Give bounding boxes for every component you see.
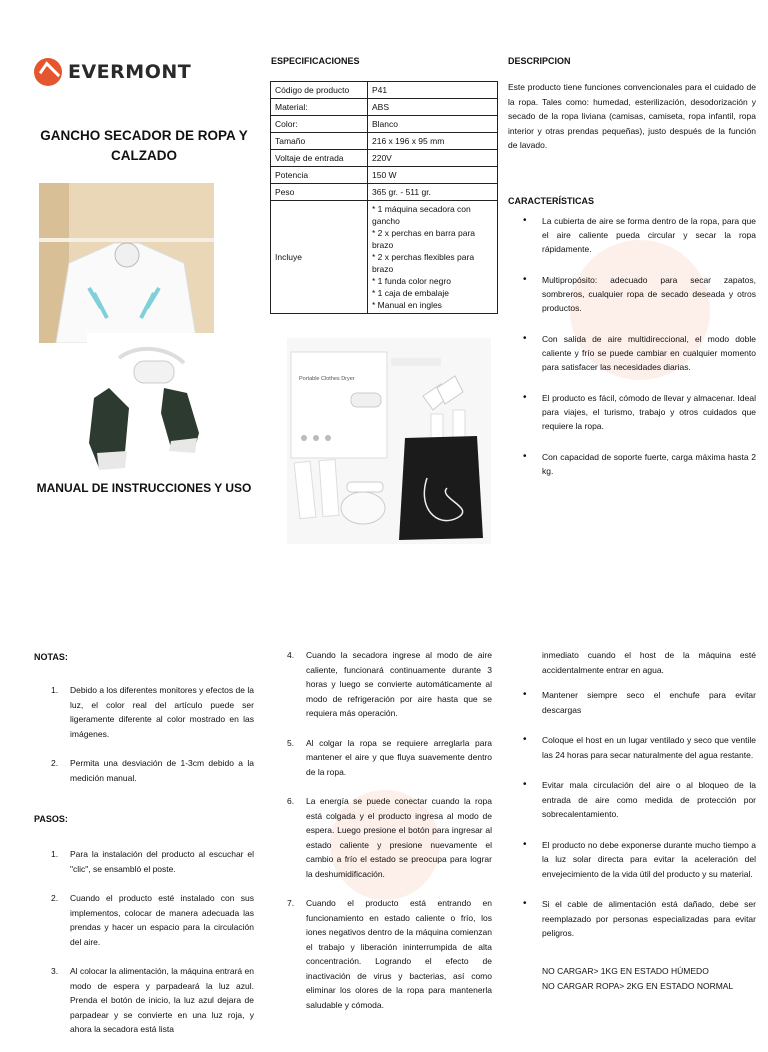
description-text: Este producto tiene funciones convencionales para el cuidado de la ropa. Tales como: humedad, esterilización, desodorización y secado de la ropa liviana (camisas, camiseta, ropa infantil, ropa interior y otras prendas pequeñas), justo después de la función de lavado. <box>508 82 756 150</box>
precautions-list <box>508 688 756 957</box>
list-item: 5. Al colgar la ropa se requiere arreglarla para mantener el aire y que fluya suavemente dentro de la ropa. <box>287 737 492 777</box>
product-photo-package <box>287 338 491 544</box>
table-row: Material: ABS <box>271 99 498 116</box>
product-title: GANCHO SECADOR DE ROPA Y CALZADO <box>40 128 248 163</box>
table-row-includes: Incluye * 1 máquina secadora con gancho * 2 x perchas en barra para brazo * 2 x perchas flexibles para brazo * 1 funda color negro * 1 caja de embalaje * Manual en ingles <box>271 201 498 314</box>
list-item: • Evitar mala circulación del aire o al bloqueo de la entrada de aire como medida de protección por sobrecalentamiento. <box>508 778 756 822</box>
steps-heading: PASOS: <box>34 814 68 824</box>
table-row: Color: Blanco <box>271 116 498 133</box>
list-item: • Mantener siempre seco el enchufe para evitar descargas <box>508 688 756 717</box>
description-heading: DESCRIPCION <box>508 56 571 66</box>
table-row: Voltaje de entrada 220V <box>271 150 498 167</box>
product-photo-shirt-shoes <box>39 183 214 473</box>
precautions-lead: inmediato cuando el host de la máquina esté accidentalmente entrar en agua. <box>542 650 756 675</box>
includes-list: * 1 máquina secadora con gancho * 2 x perchas en barra para brazo * 2 x perchas flexibles para brazo * 1 funda color negro * 1 caja de embalaje * Manual en ingles <box>368 201 498 314</box>
features-heading: CARACTERÍSTICAS <box>508 196 595 206</box>
notes-list <box>34 683 254 800</box>
steps-list-continued <box>270 648 492 1027</box>
list-item: 2. Permita una desviación de 1-3cm debido a la medición manual. <box>51 758 254 783</box>
list-item: 1. Debido a los diferentes monitores y efectos de la luz, el color real del artículo puede ser ligeramente diferente al color mostrado en las imágenes. <box>51 685 254 739</box>
box-label: Portable Clothes Dryer <box>299 376 355 382</box>
list-item: • Con capacidad de soporte fuerte, carga máxima hasta 2 kg. <box>508 450 756 478</box>
list-item: • Con salida de aire multidireccional, el modo doble caliente y frío se puede cambiar en cualquier momento para satisfacer las necesidades diarias. <box>508 332 756 374</box>
spec-heading: ESPECIFICACIONES <box>271 56 360 66</box>
warning-text: NO CARGAR> 1KG EN ESTADO HÚMEDO NO CARGAR ROPA> 2KG EN ESTADO NORMAL <box>542 966 734 991</box>
list-item: • Coloque el host en un lugar ventilado y seco que ventile las 24 horas para secar naturalmente del agua restante. <box>508 733 756 762</box>
list-item: • El producto no debe exponerse durante mucho tiempo a la luz solar directa para evitar la aceleración del envejecimiento de la vida útil del producto y su material. <box>508 838 756 882</box>
list-item: 6. La energía se puede conectar cuando la ropa está colgada y el producto ingresa al modo de espera. Luego presione el botón para ingresar al estado caliente y presione nuevamente el cambio a frío el estado se preocupa para lograr la deshumidificación. <box>287 796 492 879</box>
list-item: 3. Al colocar la alimentación, la máquina entrará en modo de espera y parpadeará la luz azul. Prenda el botón de inicio, la luz azul dejara de parpadear y se convierte en una luz roja, y ahora la secadora está lista <box>51 966 254 1034</box>
list-item: 1. Para la instalación del producto al escuchar el "clic", se ensambló el poste. <box>51 849 254 874</box>
brand-logo <box>34 58 191 86</box>
brand-name: EVERMONT <box>68 61 192 83</box>
table-row: Código de producto P41 <box>271 82 498 99</box>
steps-list <box>34 847 254 1052</box>
list-item: • Si el cable de alimentación está dañado, debe ser reemplazado por personas especializadas para evitar peligros. <box>508 897 756 941</box>
package-illustration <box>287 338 491 544</box>
logo-icon <box>34 58 62 86</box>
spec-table <box>270 81 498 314</box>
table-row: Potencia 150 W <box>271 167 498 184</box>
notes-heading: NOTAS: <box>34 652 68 662</box>
table-row: Peso 365 gr. - 511 gr. <box>271 184 498 201</box>
list-item: 7. Cuando el producto está entrando en funcionamiento en estado caliente o frío, los iones negativos dentro de la máquina comienzan el trabajo y liberación ininterrumpida de alta concentración. Logrando el efecto de inactivación de virus y bacterias, así como eliminar los olores de la ropa para mantenerla saludable y cómoda. <box>287 898 492 1010</box>
table-row: Tamaño 216 x 196 x 95 mm <box>271 133 498 150</box>
list-item: • Multipropósito: adecuado para secar zapatos, sombreros, cualquier ropa de secado deseada y otros productos. <box>508 273 756 315</box>
list-item: 2. Cuando el producto esté instalado con sus implementos, colocar de manera adecuada las prendas y hacer un espacio para la circulación del aire. <box>51 893 254 947</box>
list-item: 4. Cuando la secadora ingrese al modo de aire caliente, funcionará continuamente durante 3 horas y luego se convierte automáticamente al modo de refrigeración por aire hasta que se requiera más operación. <box>287 650 492 718</box>
list-item: • El producto es fácil, cómodo de llevar y almacenar. Ideal para viajes, el turismo, trabajo y otros cuidados que requiere la ropa. <box>508 391 756 433</box>
features-list <box>508 214 756 495</box>
manual-heading: MANUAL DE INSTRUCCIONES Y USO <box>36 481 252 495</box>
list-item: • La cubierta de aire se forma dentro de la ropa, para que el aire caliente pueda circular y secar la ropa rápidamente. <box>508 214 756 256</box>
